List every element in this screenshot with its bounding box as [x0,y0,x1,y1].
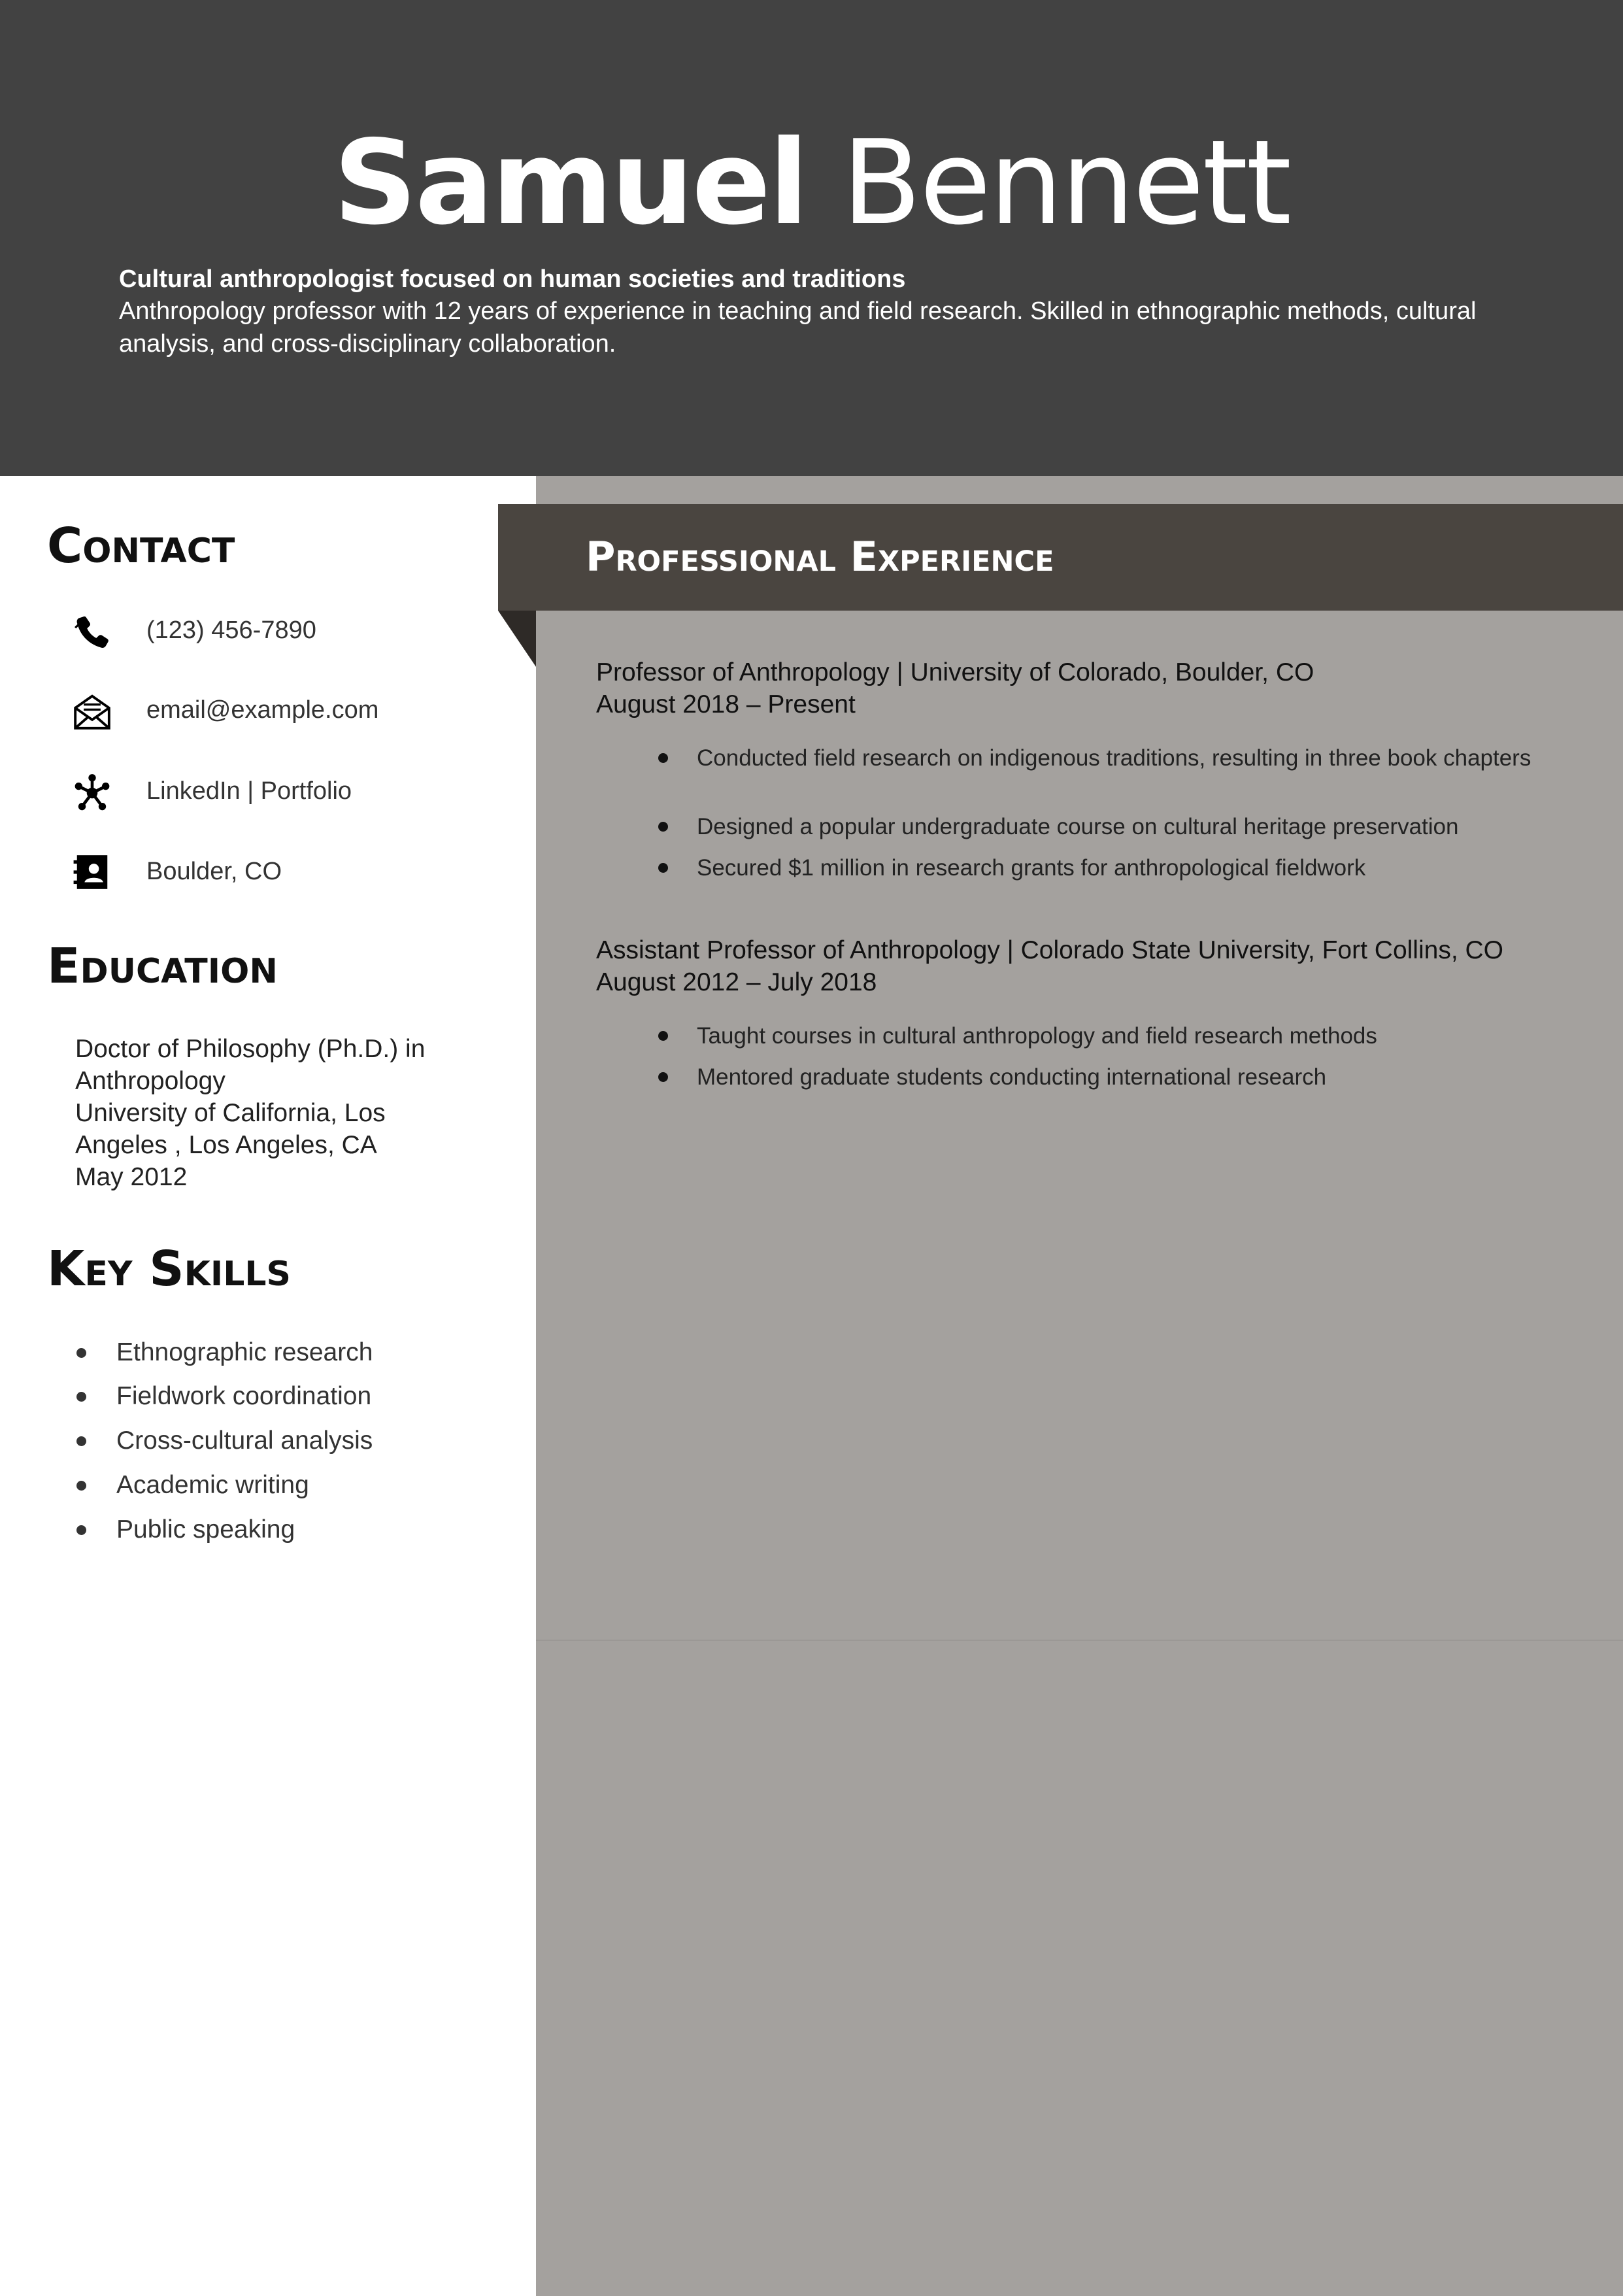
panel-divider [536,1640,1623,1641]
job-date: August 2012 – July 2018 [596,968,877,996]
last-name: Bennett [841,115,1290,250]
phone-icon [72,613,112,653]
job-bullet: Conducted field research on indigenous traditions, resulting in three book chapters [697,745,1531,771]
skill-item: Ethnographic research [116,1338,373,1366]
skill-bullet [76,1348,86,1358]
skill-bullet [76,1436,86,1446]
skill-item: Public speaking [116,1515,295,1544]
skill-bullet [76,1392,86,1402]
summary-title: Cultural anthropologist focused on human societies and traditions [119,265,906,293]
job-bullet: Designed a popular undergraduate course on cultural heritage preservation [697,814,1459,839]
job-bullet: Secured $1 million in research grants for anthropological fieldwork [697,855,1366,881]
job-bullet-dot [658,753,668,763]
address-book-icon [72,852,112,892]
job-bullet-dot [658,822,668,832]
education-entry [75,1033,480,1193]
first-name: Samuel [333,115,807,250]
education-heading: Education [47,938,278,994]
summary-text: Anthropology professor with 12 years of experience in teaching and field research. Skilled in ethnographic methods, cultural analysis, and cross-disciplinary collaboration. [119,297,1477,358]
skill-item: Academic writing [116,1471,309,1499]
job-title: Assistant Professor of Anthropology | Colorado State University, Fort Collins, CO [596,936,1503,964]
skill-item: Fieldwork coordination [116,1382,372,1410]
contact-email: email@example.com [146,696,379,724]
job-bullet-dot [658,1031,668,1041]
job-bullet: Mentored graduate students conducting international research [697,1064,1327,1090]
contact-heading: Contact [47,518,235,574]
contact-links: LinkedIn | Portfolio [146,777,352,805]
education-degree: Doctor of Philosophy (Ph.D.) in Anthropology [75,1035,426,1095]
job-date: August 2018 – Present [596,690,856,718]
job-bullet: Taught courses in cultural anthropology and field research methods [697,1023,1377,1049]
candidate-name [0,114,1623,252]
envelope-icon [72,691,112,732]
skill-item: Cross-cultural analysis [116,1427,373,1455]
education-school: University of California, Los Angeles , Los Angeles, CA [75,1099,386,1159]
network-icon [72,773,112,813]
education-date: May 2012 [75,1163,188,1191]
contact-phone: (123) 456-7890 [146,616,316,644]
header [0,0,1623,476]
skills-heading: Key Skills [47,1241,291,1297]
job-bullet-dot [658,863,668,873]
banner-fold [498,611,536,667]
contact-location: Boulder, CO [146,858,282,885]
job-title: Professor of Anthropology | University of Colorado, Boulder, CO [596,658,1314,686]
skill-bullet [76,1525,86,1535]
experience-heading: Professional Experience [586,533,1054,581]
skill-bullet [76,1481,86,1491]
job-bullet-dot [658,1072,668,1082]
